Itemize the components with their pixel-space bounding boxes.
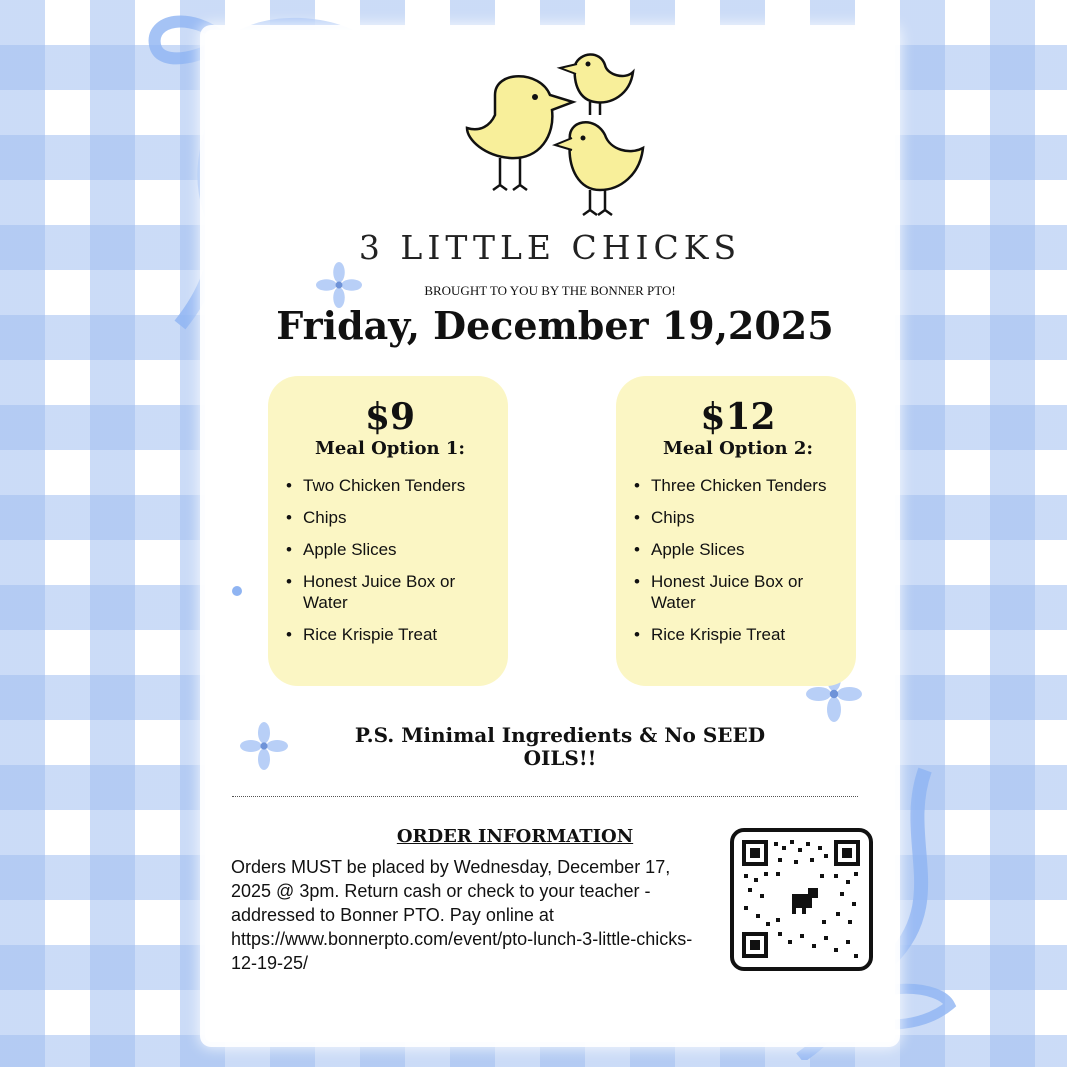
dot-decoration	[232, 586, 242, 596]
event-date: Friday, December 19,2025	[276, 303, 834, 348]
list-item: • Apple Slices	[286, 539, 494, 560]
list-item: • Three Chicken Tenders	[634, 475, 842, 496]
qr-pattern	[734, 832, 869, 967]
divider	[232, 796, 858, 797]
tagline: BROUGHT TO YOU BY THE BONNER PTO!	[424, 283, 676, 298]
price: $12	[700, 396, 776, 438]
list-item: • Rice Krispie Treat	[286, 624, 494, 645]
qr-code[interactable]	[730, 828, 873, 971]
price: $9	[364, 396, 416, 438]
chicks-illustration	[455, 40, 655, 220]
item-list	[286, 475, 494, 645]
order-info-text: Orders MUST be placed by Wednesday, December 17, 2025 @ 3pm. Return cash or check to your teacher - addressed to Bonner PTO. Pay online at https://www.bonnerpto.com/event/pto-lunch-3-little-chicks-12-19-25/	[231, 857, 693, 973]
meal-option-card-1	[268, 376, 508, 686]
option-title: Meal Option 2:	[662, 438, 814, 459]
list-item: • Apple Slices	[634, 539, 842, 560]
ps-note: P.S. Minimal Ingredients & No SEED OILS!!	[354, 723, 766, 770]
item-list	[634, 475, 842, 645]
list-item: • Chips	[634, 507, 842, 528]
list-item: • Honest Juice Box or Water	[634, 571, 842, 613]
meal-option-card-2	[616, 376, 856, 686]
option-title: Meal Option 1:	[314, 438, 466, 459]
order-info-heading: ORDER INFORMATION	[396, 826, 634, 847]
brand-title: 3 LITTLE CHICKS	[358, 228, 742, 267]
flower-icon	[240, 722, 288, 770]
list-item: • Honest Juice Box or Water	[286, 571, 494, 613]
list-item: • Chips	[286, 507, 494, 528]
list-item: • Rice Krispie Treat	[634, 624, 842, 645]
list-item: • Two Chicken Tenders	[286, 475, 494, 496]
